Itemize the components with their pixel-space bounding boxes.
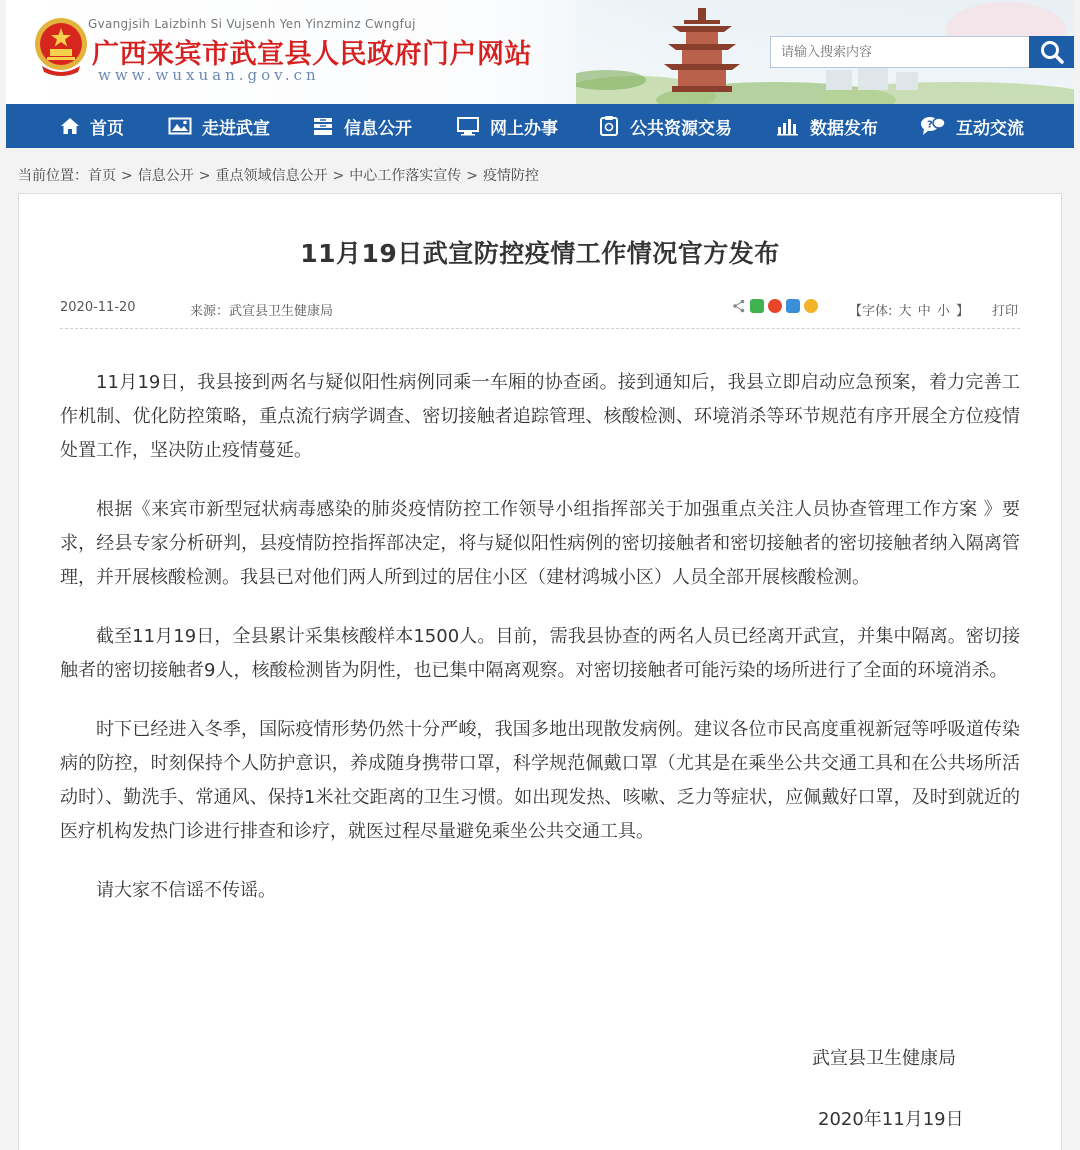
- site-domain: www.wuxuan.gov.cn: [98, 66, 320, 84]
- breadcrumb-prefix: 当前位置：: [18, 168, 88, 184]
- site-pinyin-name: Gvangjsih Laizbinh Si Vujsenh Yen Yinzminz Cwngfuj: [88, 17, 416, 31]
- nav-item-data-release[interactable]: [776, 104, 878, 148]
- monitor-icon: [456, 116, 480, 136]
- nav-item-label: 信息公开: [344, 118, 412, 139]
- search-button[interactable]: [1029, 36, 1074, 68]
- share-toolbar: [732, 299, 818, 313]
- article-paragraph: 11月19日，我县接到两名与疑似阳性病例同乘一车厢的协查函。接到通知后，我县立即启动应急预案，着力完善工作机制、优化防控策略，重点流行病学调查、密切接触者追踪管理、核酸检测、环境消杀等环节规范有序开展全方位疫情处置工作，坚决防止疫情蔓延。: [60, 372, 1020, 461]
- article-body: [60, 366, 1020, 933]
- qzone-share-icon[interactable]: [786, 299, 800, 313]
- breadcrumb-separator: >: [198, 168, 211, 184]
- font-size-medium-button[interactable]: 中: [917, 304, 931, 319]
- bar-chart-icon: [776, 116, 800, 136]
- breadcrumb-separator: >: [332, 168, 345, 184]
- main-nav: [6, 104, 1074, 148]
- picture-icon: [168, 116, 192, 136]
- font-size-control: [848, 300, 970, 319]
- print-button[interactable]: 打印: [992, 304, 1019, 319]
- breadcrumb-item-central-work[interactable]: 中心工作落实宣传: [349, 168, 462, 184]
- meta-divider: [60, 328, 1020, 329]
- clipboard-icon: [598, 115, 620, 137]
- nav-item-label: 走进武宣: [202, 118, 270, 139]
- breadcrumb: [18, 165, 539, 185]
- breadcrumb-item-info-disclosure[interactable]: 信息公开: [137, 168, 194, 184]
- article-paragraph: 根据《来宾市新型冠状病毒感染的肺炎疫情防控工作领导小组指挥部关于加强重点关注人员协查管理工作方案 》要求，经县专家分析研判，县疫情防控指挥部决定，将与疑似阳性病例的密切接触者和密切接触者的密切接触者纳入隔离管理，并开展核酸检测。我县已对他们两人所到过的居住小区（建材鸿城小区）人员全部开展核酸检测。: [60, 499, 1020, 588]
- signature-organization: 武宣县卫生健康局: [812, 1048, 956, 1069]
- font-size-small-button[interactable]: 小: [936, 304, 950, 319]
- national-emblem-icon: [32, 16, 90, 76]
- weibo-share-icon[interactable]: [768, 299, 782, 313]
- home-icon: [60, 116, 80, 136]
- nav-item-online-services[interactable]: [456, 104, 558, 148]
- search-icon: [1039, 39, 1065, 65]
- search-input[interactable]: [779, 37, 1025, 67]
- nav-item-info-disclosure[interactable]: [312, 104, 412, 148]
- site-header: [6, 0, 1074, 104]
- nav-item-label: 互动交流: [956, 118, 1024, 139]
- site-name[interactable]: 广西来宾市武宣县人民政府门户网站: [92, 39, 532, 70]
- nav-item-label: 数据发布: [810, 118, 878, 139]
- nav-item-label: 首页: [90, 118, 124, 139]
- article-paragraph: 截至11月19日，全县累计采集核酸样本1500人。目前，需我县协查的两名人员已经离开武宣，并集中隔离。密切接触者的密切接触者9人，核酸检测皆为阴性，也已集中隔离观察。对密切接触者可能污染的场所进行了全面的环境消杀。: [60, 626, 1020, 681]
- article-date: 2020-11-20: [60, 300, 136, 315]
- breadcrumb-item-key-areas[interactable]: 重点领域信息公开: [215, 168, 328, 184]
- nav-item-public-resource-trade[interactable]: [598, 104, 732, 148]
- breadcrumb-item-home[interactable]: 首页: [88, 168, 116, 184]
- article-paragraph: 时下已经进入冬季，国际疫情形势仍然十分严峻，我国多地出现散发病例。建议各位市民高度重视新冠等呼吸道传染病的防控，时刻保持个人防护意识，养成随身携带口罩，科学规范佩戴口罩（尤其是在乘坐公共交通工具和在公共场所活动时）、勤洗手、常通风、保持1米社交距离的卫生习惯。如出现发热、咳嗽、乏力等症状，应佩戴好口罩，及时到就近的医疗机构发热门诊进行排查和诊疗，就医过程尽量避免乘坐公共交通工具。: [60, 719, 1020, 842]
- chat-icon: [920, 115, 946, 137]
- font-size-label-close: 】: [956, 304, 970, 319]
- nav-item-about-wuxuan[interactable]: [168, 104, 270, 148]
- nav-item-home[interactable]: [60, 104, 124, 148]
- archive-icon: [312, 116, 334, 136]
- article-paragraph: 请大家不信谣不传谣。: [96, 880, 276, 901]
- nav-item-label: 网上办事: [490, 118, 558, 139]
- article-title: 11月19日武宣防控疫情工作情况官方发布: [300, 239, 780, 268]
- font-size-label-open: 【字体:: [849, 304, 893, 319]
- breadcrumb-separator: >: [466, 168, 478, 184]
- svg-text:?: ?: [927, 119, 933, 131]
- article-source: 来源：武宣县卫生健康局: [190, 304, 334, 319]
- search-input-wrapper[interactable]: [770, 36, 1030, 68]
- qq-share-icon[interactable]: [804, 299, 818, 313]
- breadcrumb-item-epidemic-control[interactable]: 疫情防控: [482, 168, 539, 184]
- font-size-large-button[interactable]: 大: [898, 304, 912, 319]
- signature-date: 2020年11月19日: [818, 1109, 964, 1130]
- wechat-share-icon[interactable]: [750, 299, 764, 313]
- share-icon[interactable]: [732, 299, 746, 313]
- breadcrumb-separator: >: [121, 168, 133, 184]
- nav-item-interaction[interactable]: [920, 104, 1024, 148]
- nav-item-label: 公共资源交易: [630, 118, 732, 139]
